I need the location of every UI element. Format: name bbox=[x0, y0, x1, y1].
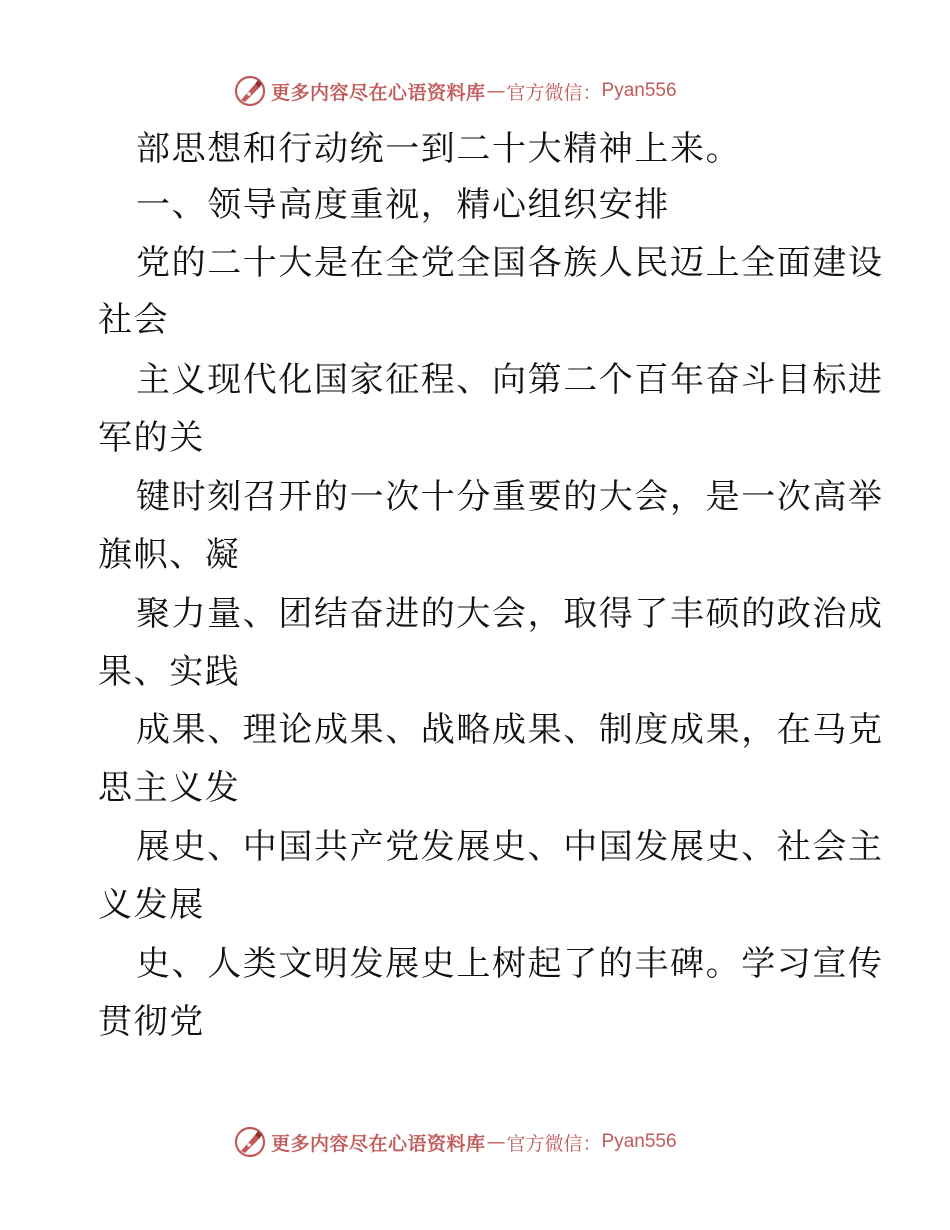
body-line: 聚力量、团结奋进的大会，取得了丰硕的政治成 bbox=[136, 594, 884, 634]
banner-contact-label: 官方微信： bbox=[506, 81, 602, 104]
body-line: 史、人类文明发展史上树起了的丰碑。学习宣传 bbox=[136, 944, 884, 984]
body-line: 贯彻党 bbox=[98, 1002, 205, 1042]
body-line: 义发展 bbox=[98, 885, 205, 925]
header-banner bbox=[0, 71, 950, 111]
header-banner-content bbox=[233, 71, 677, 111]
banner-site-text: 更多内容尽在心语资料库 bbox=[271, 1132, 486, 1155]
body-line: 旗帜、凝 bbox=[98, 535, 241, 575]
body-line: 果、实践 bbox=[98, 652, 241, 692]
body-line: 党的二十大是在全党全国各族人民迈上全面建设 bbox=[136, 243, 884, 283]
section-heading: 一、领导高度重视，精心组织安排 bbox=[136, 185, 670, 225]
banner-wechat-id: Pyan556 bbox=[601, 80, 677, 101]
body-line: 主义现代化国家征程、向第二个百年奋斗目标进 bbox=[136, 360, 884, 400]
body-line: 社会 bbox=[98, 300, 170, 340]
body-line: 键时刻召开的一次十分重要的大会，是一次高举 bbox=[136, 477, 884, 517]
banner-dash: — bbox=[486, 1131, 506, 1153]
footer-banner bbox=[0, 1122, 950, 1162]
banner-contact-label: 官方微信： bbox=[506, 1132, 602, 1155]
pen-nib-logo-icon bbox=[233, 1125, 267, 1159]
body-line: 思主义发 bbox=[98, 768, 241, 808]
banner-wechat-id: Pyan556 bbox=[601, 1131, 677, 1152]
body-line: 成果、理论成果、战略成果、制度成果，在马克 bbox=[136, 710, 884, 750]
banner-site-text: 更多内容尽在心语资料库 bbox=[271, 81, 486, 104]
body-line: 展史、中国共产党发展史、中国发展史、社会主 bbox=[136, 827, 884, 867]
body-line: 军的关 bbox=[98, 418, 205, 458]
body-line: 部思想和行动统一到二十大精神上来。 bbox=[136, 129, 742, 169]
pen-nib-logo-icon bbox=[233, 74, 267, 108]
footer-banner-content bbox=[233, 1122, 677, 1162]
banner-dash: — bbox=[486, 80, 506, 102]
